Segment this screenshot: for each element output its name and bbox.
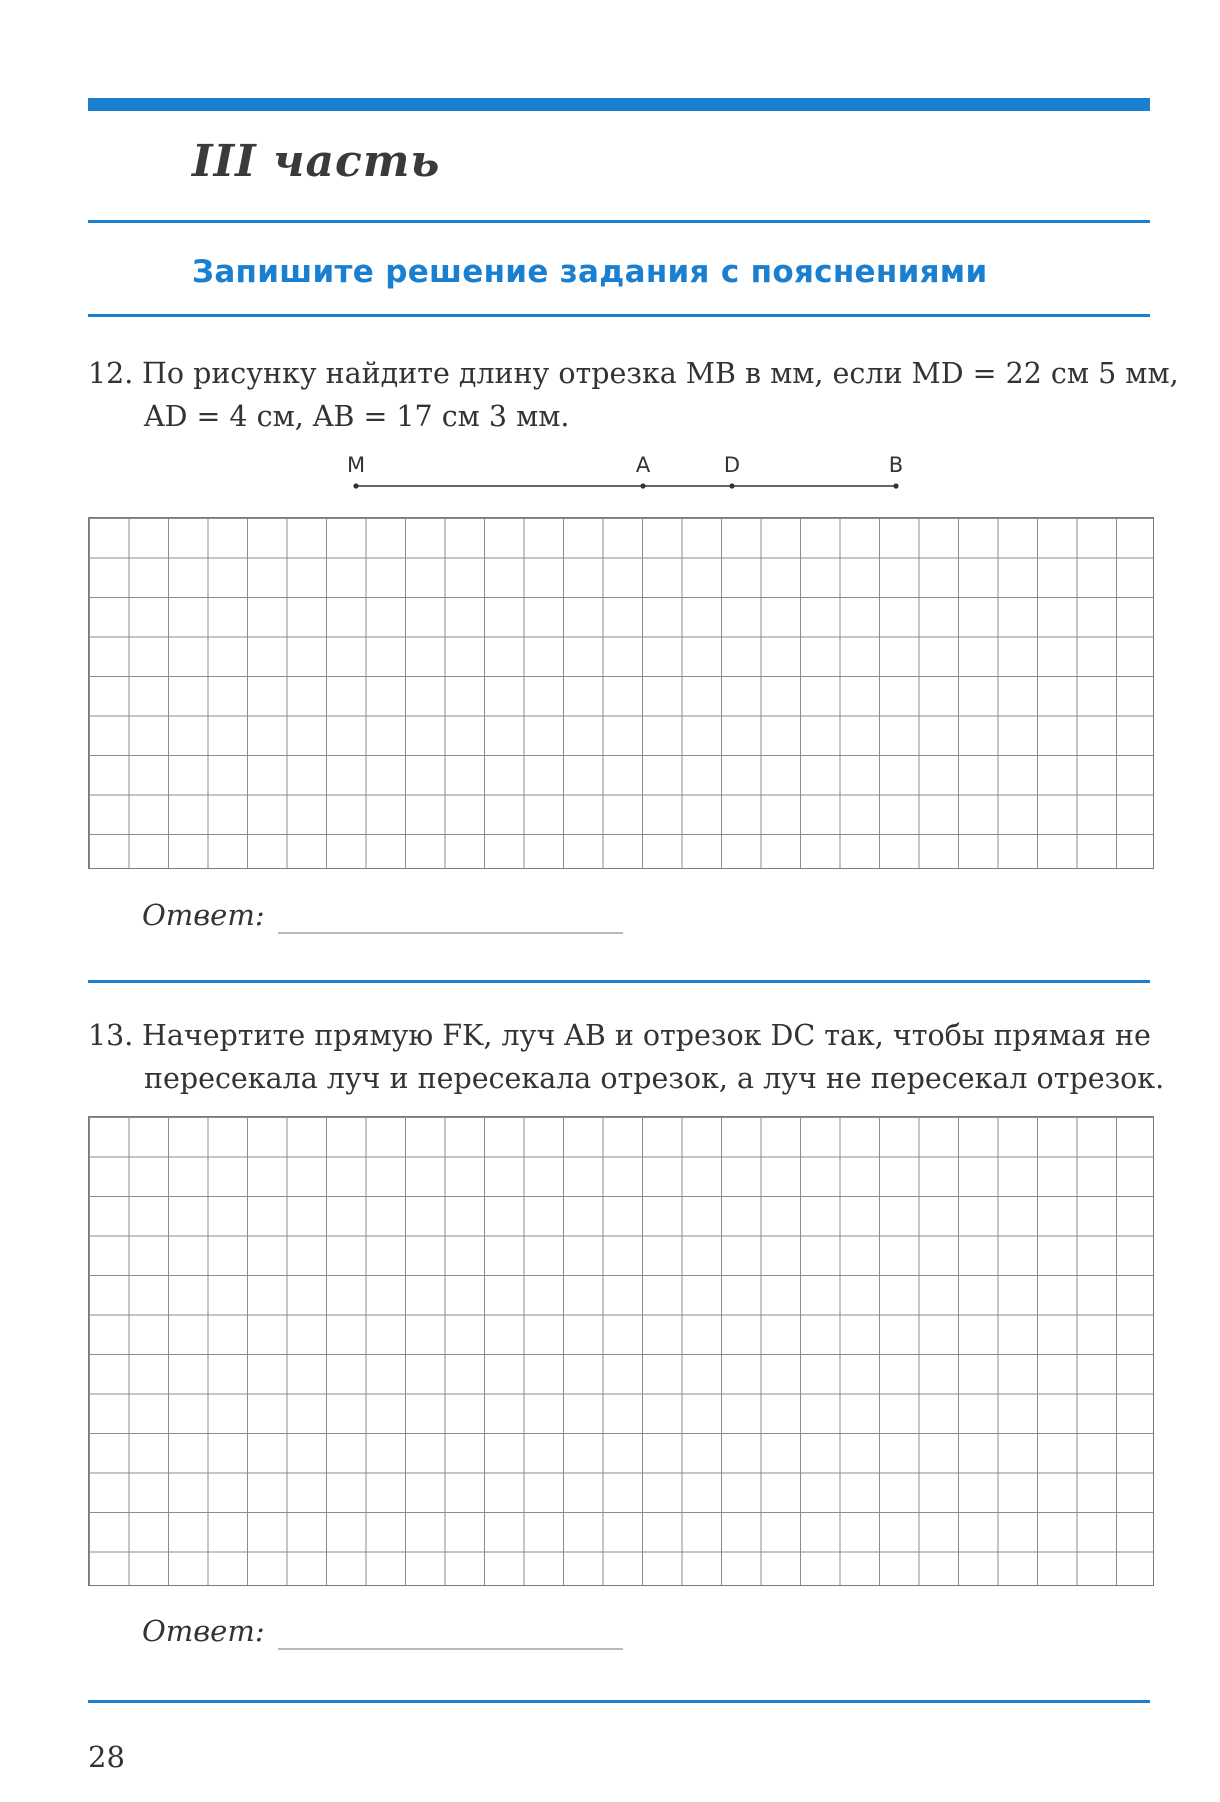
point-m [353,483,358,488]
label-a: A [635,453,651,477]
answer-label-13: Ответ: [142,1614,265,1648]
label-b: B [888,453,904,477]
divider-section [88,314,1150,317]
label-d: D [723,453,741,477]
point-a [640,483,645,488]
divider-tasks [88,980,1150,983]
answer-grid-13[interactable] [88,1116,1154,1586]
task-12-line2: AD = 4 см, AB = 17 см 3 мм. [144,400,570,433]
segment-diagram [340,448,920,498]
task-13-number: 13. [88,1019,134,1052]
part-title: III часть [192,136,441,187]
divider-bottom [88,1700,1150,1703]
answer-line-13[interactable] [278,1648,623,1650]
point-b [893,483,898,488]
task-13-line1: Начертите прямую FK, луч AB и отрезок DC так, чтобы прямая не [142,1019,1151,1052]
answer-line-12[interactable] [278,932,623,934]
answer-grid-12[interactable] [88,517,1154,869]
task-12-line1: По рисунку найдите длину отрезка MB в мм, если MD = 22 см 5 мм, [142,357,1179,390]
page-number: 28 [88,1740,125,1774]
header-bar [88,98,1150,111]
task-12-number: 12. [88,357,134,390]
section-title: Запишите решение задания с пояснениями [192,254,988,290]
answer-label-12: Ответ: [142,898,265,932]
task-12-text [88,352,1179,438]
label-m: M [346,453,366,477]
point-d [729,483,734,488]
task-13-line2: пересекала луч и пересекала отрезок, а луч не пересекал отрезок. [144,1062,1165,1095]
divider-top [88,220,1150,223]
task-13-text [88,1014,1164,1100]
